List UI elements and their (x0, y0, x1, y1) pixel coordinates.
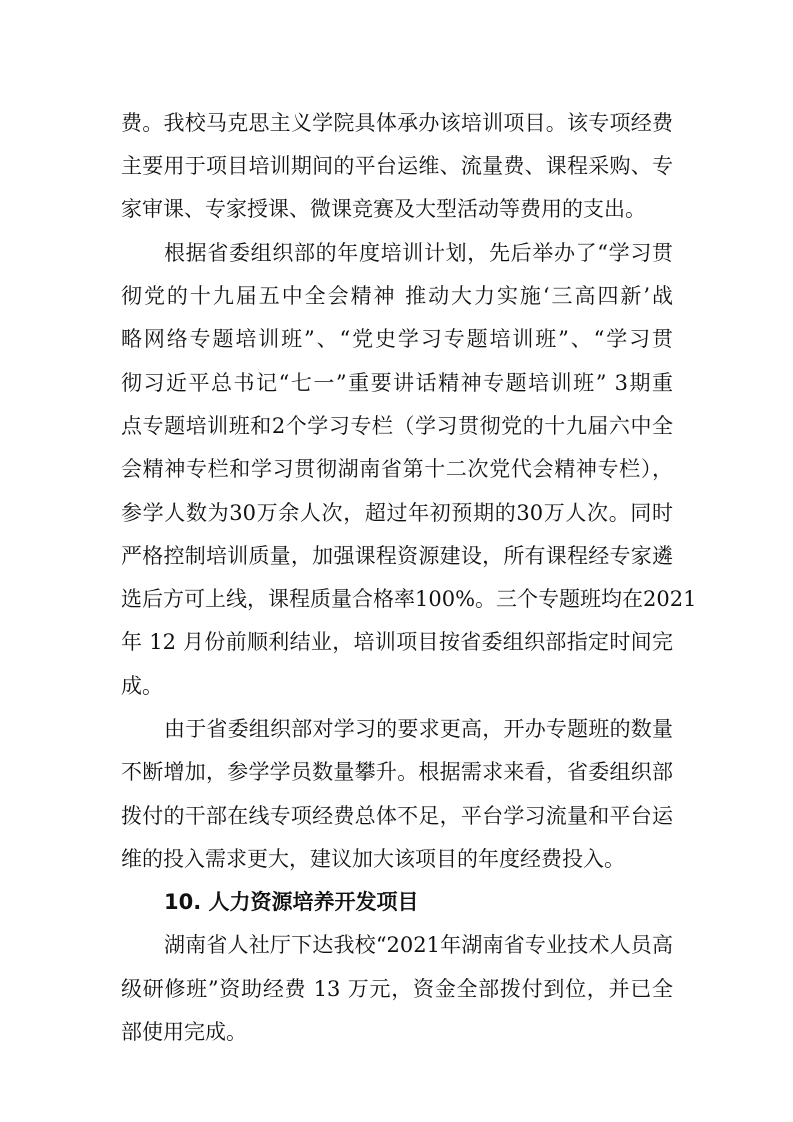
paragraph-2-line-4: 彻习近平总书记“七一”重要讲话精神专题培训班” 3期重 (121, 371, 673, 395)
paragraph-1-line-2: 主要用于项目培训期间的平台运维、流量费、课程采购、专 (121, 154, 673, 178)
paragraph-3-line-3: 拨付的干部在线专项经费总体不足，平台学习流量和平台运 (121, 804, 673, 828)
paragraph-2-line-5: 点专题培训班和2个学习专栏（学习贯彻党的十九届六中全 (121, 414, 673, 438)
paragraph-4-line-3: 部使用完成。 (121, 1020, 247, 1044)
paragraph-2-line-10: 年 12 月份前顺利结业，培训项目按省委组织部指定时间完 (121, 630, 673, 654)
paragraph-2-line-2: 彻党的十九届五中全会精神 推动大力实施‘三高四新’战 (121, 284, 673, 308)
paragraph-2-line-9: 选后方可上线，课程质量合格率100%。三个专题班均在2021 (121, 587, 697, 611)
paragraph-4-line-2: 级研修班”资助经费 13 万元，资金全部拨付到位，并已全 (121, 977, 673, 1001)
paragraph-2-line-6: 会精神专栏和学习贯彻湖南省第十二次党代会精神专栏）， (121, 457, 673, 481)
paragraph-2-line-8: 严格控制培训质量，加强课程资源建设，所有课程经专家遴 (121, 544, 673, 568)
paragraph-1-line-3: 家审课、专家授课、微课竞赛及大型活动等费用的支出。 (121, 197, 646, 221)
section-heading: 10. 人力资源培养开发项目 (164, 890, 419, 914)
paragraph-2-line-7: 参学人数为30万余人次，超过年初预期的30万人次。同时 (121, 501, 673, 525)
paragraph-2-line-11: 成。 (121, 674, 163, 698)
paragraph-3-line-2: 不断增加，参学学员数量攀升。根据需求来看，省委组织部 (121, 760, 673, 784)
paragraph-2-line-1: 根据省委组织部的年度培训计划，先后举办了“学习贯 (164, 241, 673, 265)
paragraph-3-line-4: 维的投入需求更大，建议加大该项目的年度经费投入。 (121, 847, 625, 871)
paragraph-4-line-1: 湖南省人社厅下达我校“2021年湖南省专业技术人员高 (164, 933, 673, 957)
paragraph-2-line-3: 略网络专题培训班”、“党史学习专题培训班”、“学习贯 (121, 327, 673, 351)
paragraph-3-line-1: 由于省委组织部对学习的要求更高，开办专题班的数量 (164, 717, 673, 741)
paragraph-1-line-1: 费。我校马克思主义学院具体承办该培训项目。该专项经费 (121, 111, 673, 135)
